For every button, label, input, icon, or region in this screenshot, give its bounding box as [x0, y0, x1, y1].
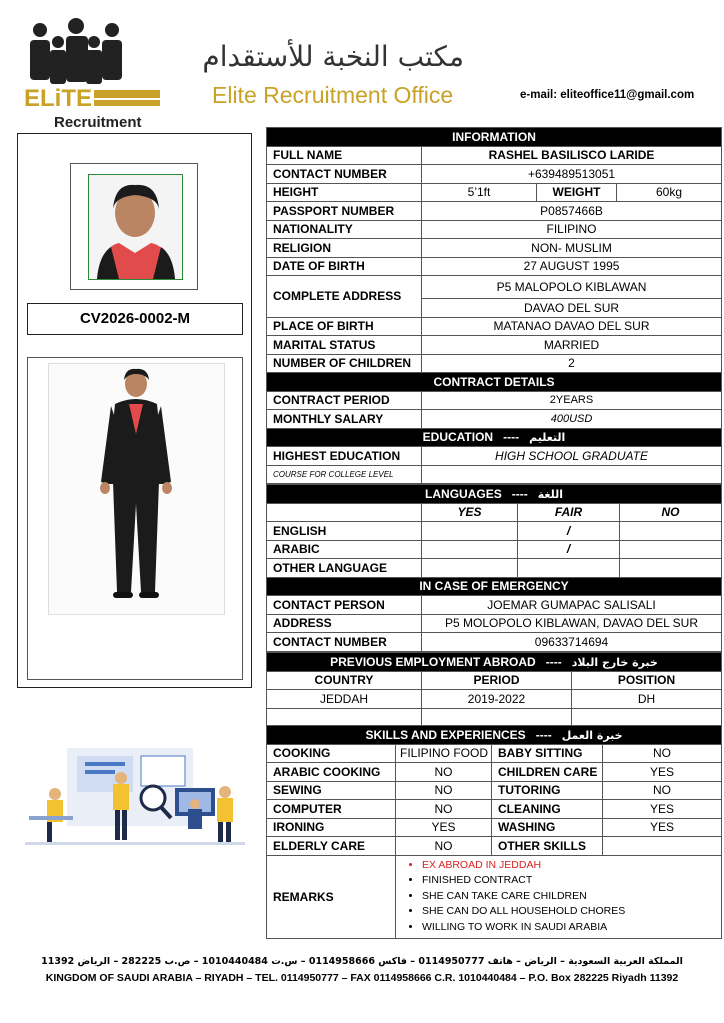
course-value — [422, 465, 722, 484]
salary-label: MONTHLY SALARY — [267, 410, 422, 429]
skill-row — [267, 818, 722, 837]
footer-arabic-address: المملكة العربية السعودية – الرياض – هاتف 0114950777 – فاكس 0114958666 – س.ت 1010440484 – ص.ب 282225 – الرياض 11392 — [41, 956, 683, 967]
emergency-address-value: P5 MOLOPOLO KIBLAWAN, DAVAO DEL SUR — [422, 614, 722, 633]
team-meeting-icon — [25, 742, 245, 850]
emp-col-country: COUNTRY — [267, 671, 422, 690]
nationality-value: FILIPINO — [422, 220, 722, 239]
remark-item: • SHE CAN TAKE CARE CHILDREN — [422, 889, 717, 905]
address-line2: DAVAO DEL SUR — [422, 299, 722, 318]
emp-empty — [572, 708, 722, 727]
language-yes — [422, 540, 518, 559]
nationality-label: NATIONALITY — [267, 220, 422, 239]
row-full-name — [267, 146, 722, 165]
person-full-body-icon — [49, 364, 224, 614]
pob-value: MATANAO DAVAO DEL SUR — [422, 317, 722, 336]
skills-title: SKILLS AND EXPERIENCES — [365, 727, 526, 742]
language-name: ENGLISH — [267, 522, 422, 541]
skill-value: NO — [396, 781, 492, 800]
emp-period: 2019-2022 — [422, 690, 572, 709]
section-languages — [267, 485, 722, 504]
language-no — [620, 559, 722, 578]
languages-title: LANGUAGES — [425, 486, 502, 501]
office-team-illustration — [25, 742, 245, 850]
skill-value: YES — [396, 818, 492, 837]
lang-col-fair: FAIR — [518, 503, 620, 522]
language-row — [267, 559, 722, 578]
employment-table — [266, 652, 722, 727]
emp-country: JEDDAH — [267, 690, 422, 709]
language-fair — [518, 559, 620, 578]
height-value: 5’1ft — [422, 183, 537, 202]
highest-education-value: HIGH SCHOOL GRADUATE — [422, 447, 722, 466]
passport-value: P0857466B — [422, 202, 722, 221]
emergency-person-value: JOEMAR GUMAPAC SALISALI — [422, 596, 722, 615]
skills-title-ar: خبرة العمل — [561, 728, 623, 742]
logo-recruitment-text: Recruitment — [54, 114, 142, 131]
emp-empty — [422, 708, 572, 727]
skill-value: FILIPINO FOOD — [396, 744, 492, 763]
email-address: e-mail: eliteoffice11@gmail.com — [520, 89, 695, 101]
employment-row-empty — [267, 708, 722, 727]
remark-item: • EX ABROAD IN JEDDAH — [422, 858, 717, 874]
skill-label: OTHER SKILLS — [492, 837, 603, 856]
skill-value: YES — [603, 818, 722, 837]
portrait-photo — [88, 174, 183, 280]
arabic-office-title: مكتب النخبة للأستقدام — [202, 40, 464, 73]
section-education — [267, 428, 722, 447]
height-label: HEIGHT — [267, 183, 422, 202]
language-row — [267, 540, 722, 559]
contract-period-value: 2YEARS — [422, 391, 722, 410]
contact-number-label: CONTACT NUMBER — [267, 165, 422, 184]
emergency-person-label: CONTACT PERSON — [267, 596, 422, 615]
english-office-title: Elite Recruitment Office — [212, 82, 454, 108]
marital-label: MARITAL STATUS — [267, 336, 422, 355]
language-fair: / — [518, 522, 620, 541]
skill-row — [267, 837, 722, 856]
skill-value: NO — [603, 781, 722, 800]
salary-value: 400USD — [422, 410, 722, 429]
skill-value: NO — [396, 800, 492, 819]
cv-number: CV2026-0002-M — [27, 303, 243, 335]
emp-empty — [267, 708, 422, 727]
skill-label: CLEANING — [492, 800, 603, 819]
skill-value: NO — [396, 763, 492, 782]
contract-period-label: CONTRACT PERIOD — [267, 391, 422, 410]
remarks-row — [267, 855, 722, 938]
svg-text:LiTE: LiTE — [40, 85, 92, 112]
skills-sep: ---- — [535, 727, 552, 742]
skill-label: IRONING — [267, 818, 396, 837]
emergency-address-label: ADDRESS — [267, 614, 422, 633]
education-title: EDUCATION — [422, 430, 494, 445]
language-no — [620, 540, 722, 559]
weight-value: 60kg — [617, 183, 722, 202]
remark-item: • SHE CAN DO ALL HOUSEHOLD CHORES — [422, 904, 717, 920]
full-body-photo — [48, 363, 225, 615]
section-employment — [267, 653, 722, 672]
employment-sep: ---- — [545, 654, 562, 669]
emp-col-position: POSITION — [572, 671, 722, 690]
information-table — [266, 127, 722, 484]
skill-value: YES — [603, 800, 722, 819]
remark-item: • FINISHED CONTRACT — [422, 873, 717, 889]
section-information: INFORMATION — [267, 128, 722, 147]
highest-education-label: HIGHEST EDUCATION — [267, 447, 422, 466]
course-label: COURSE FOR COLLEGE LEVEL — [267, 465, 422, 484]
employment-title-ar: خبرة خارج البلاد — [571, 655, 658, 669]
skill-row — [267, 800, 722, 819]
address-label: COMPLETE ADDRESS — [267, 276, 422, 318]
languages-corner — [267, 503, 422, 522]
remark-item: • WILLING TO WORK IN SAUDI ARABIA — [422, 920, 717, 936]
language-yes — [422, 522, 518, 541]
dob-value: 27 AUGUST 1995 — [422, 257, 722, 276]
lang-col-yes: YES — [422, 503, 518, 522]
skill-value: YES — [603, 763, 722, 782]
skill-value: NO — [603, 744, 722, 763]
language-yes — [422, 559, 518, 578]
skill-row — [267, 763, 722, 782]
emp-col-period: PERIOD — [422, 671, 572, 690]
section-emergency: IN CASE OF EMERGENCY — [267, 577, 722, 596]
skill-row — [267, 744, 722, 763]
language-name: OTHER LANGUAGE — [267, 559, 422, 578]
pob-label: PLACE OF BIRTH — [267, 317, 422, 336]
full-name-value: RASHEL BASILISCO LARIDE — [422, 146, 722, 165]
contact-number-value: +639489513051 — [422, 165, 722, 184]
skill-label: COMPUTER — [267, 800, 396, 819]
dob-label: DATE OF BIRTH — [267, 257, 422, 276]
remarks-list — [400, 858, 717, 936]
language-row — [267, 522, 722, 541]
skill-label: CHILDREN CARE — [492, 763, 603, 782]
languages-sep: ---- — [511, 486, 528, 501]
full-name-label: FULL NAME — [267, 146, 422, 165]
employment-row — [267, 690, 722, 709]
skill-label: TUTORING — [492, 781, 603, 800]
skill-label: ARABIC COOKING — [267, 763, 396, 782]
section-skills — [267, 726, 722, 745]
emp-position: DH — [572, 690, 722, 709]
skills-table — [266, 725, 722, 939]
section-contract: CONTRACT DETAILS — [267, 373, 722, 392]
language-no — [620, 522, 722, 541]
children-label: NUMBER OF CHILDREN — [267, 354, 422, 373]
employment-title: PREVIOUS EMPLOYMENT ABROAD — [330, 654, 536, 669]
skill-label: SEWING — [267, 781, 396, 800]
emergency-number-label: CONTACT NUMBER — [267, 633, 422, 652]
full-body-photo-frame — [27, 357, 243, 680]
passport-label: PASSPORT NUMBER — [267, 202, 422, 221]
skill-label: COOKING — [267, 744, 396, 763]
languages-title-ar: اللغة — [537, 487, 563, 501]
skill-label: ELDERLY CARE — [267, 837, 396, 856]
address-line1: P5 MALOPOLO KIBLAWAN — [422, 276, 722, 299]
skill-label: WASHING — [492, 818, 603, 837]
skill-value: NO — [396, 837, 492, 856]
languages-table — [266, 484, 722, 652]
remarks-label: REMARKS — [267, 855, 396, 938]
education-title-ar: التعليم — [529, 431, 566, 445]
skill-row — [267, 781, 722, 800]
remarks-cell — [396, 855, 722, 938]
emergency-number-value: 09633714694 — [422, 633, 722, 652]
children-value: 2 — [422, 354, 722, 373]
religion-label: RELIGION — [267, 239, 422, 258]
language-name: ARABIC — [267, 540, 422, 559]
footer-english-address: KINGDOM OF SAUDI ARABIA – RIYADH – TEL. 0114950777 – FAX 0114958666 C.R. 1010440484 – P.O. Box 282225 Riyadh 11392 — [45, 972, 679, 984]
skill-label: BABY SITTING — [492, 744, 603, 763]
lang-col-no: NO — [620, 503, 722, 522]
religion-value: NON- MUSLIM — [422, 239, 722, 258]
person-portrait-icon — [89, 175, 182, 279]
svg-text:E: E — [24, 85, 41, 112]
language-fair: / — [518, 540, 620, 559]
skill-value — [603, 837, 722, 856]
portrait-photo-frame — [70, 163, 198, 290]
education-sep: ---- — [503, 430, 520, 445]
marital-value: MARRIED — [422, 336, 722, 355]
weight-label: WEIGHT — [537, 183, 617, 202]
